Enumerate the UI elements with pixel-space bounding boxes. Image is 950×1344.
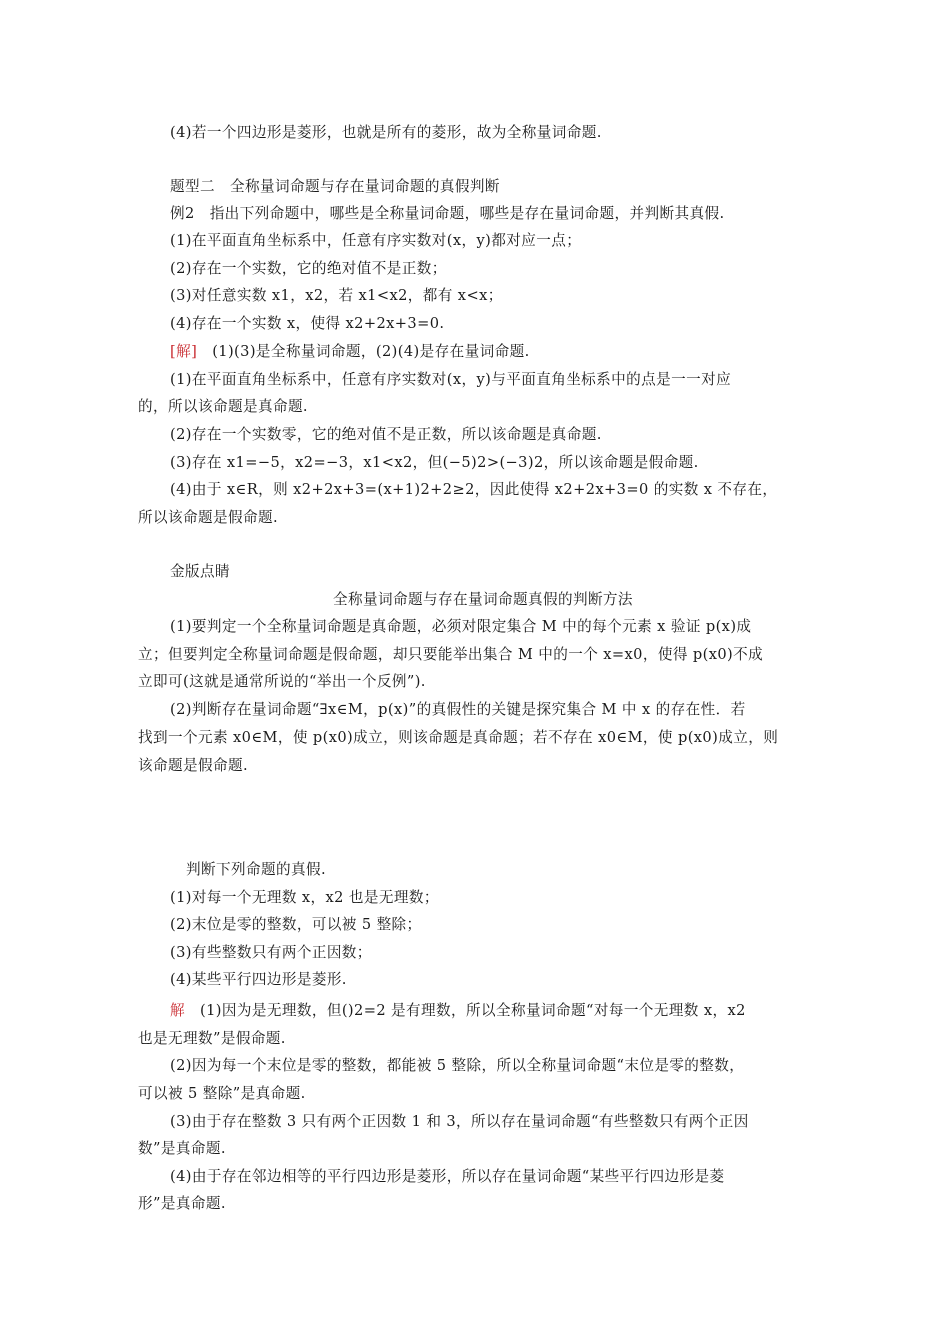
solution-intro [170,342,860,362]
section-title: 题型二 全称量词命题与存在量词命题的真假判断 [170,178,500,195]
solution-1-line-1: (1)在平面直角坐标系中，任意有序实数对(x，y)与平面直角坐标系中的点是一一对应 [170,371,732,388]
proposition-2: (2)存在一个实数，它的绝对值不是正数； [170,260,447,277]
answer-4-line-1: (4)由于存在邻边相等的平行四边形是菱形，所以存在量词命题“某些平行四边形是菱 [170,1168,725,1185]
solution-label: [解] [170,343,198,360]
answer-3-line-1: (3)由于存在整数 3 只有两个正因数 1 和 3，所以存在量词命题“有些整数只有两个正因 [170,1113,749,1130]
solution-intro-text: (1)(3)是全称量词命题，(2)(4)是存在量词命题. [212,343,530,360]
exercise-item-1: (1)对每一个无理数 x，x2 也是无理数； [170,889,439,906]
answer-4-line-2: 形”是真命题. [138,1195,226,1212]
proposition-1: (1)在平面直角坐标系中，任意有序实数对(x，y)都对应一点； [170,232,582,249]
answer-2-line-1: (2)因为每一个末位是零的整数，都能被 5 整除，所以全称量词命题“末位是零的整数， [170,1057,745,1074]
solution-3: (3)存在 x1=−5，x2=−3，x1<x2，但(−5)2>(−3)2，所以该命题是假命题. [170,454,699,471]
proposition-4: (4)存在一个实数 x，使得 x2+2x+3=0. [170,315,445,332]
answer-1-text: (1)因为是无理数，但()2=2 是有理数，所以全称量词命题“对每一个无理数 x，x2 [200,1002,746,1019]
solution-4-line-2: 所以该命题是假命题. [138,509,278,526]
solution-1-line-2: 的，所以该命题是真命题. [138,398,308,415]
answer-1-line-1 [170,1001,860,1021]
example-label: 例2 [170,205,195,222]
answer-3-line-2: 数”是真命题. [138,1140,226,1157]
exercise-item-3: (3)有些整数只有两个正因数； [170,944,372,961]
exercise-question: 判断下列命题的真假. [186,861,326,878]
tip-2-line-1: (2)判断存在量词命题“∃x∈M，p(x)”的真假性的关键是探究集合 M 中 x 的存在性．若 [170,701,746,718]
proposition-3: (3)对任意实数 x1，x2，若 x1<x2，都有 x<x； [170,287,503,304]
tip-label: 金版点睛 [170,563,230,580]
exercise-item-2: (2)末位是零的整数，可以被 5 整除； [170,916,422,933]
example-text: 指出下列命题中，哪些是全称量词命题，哪些是存在量词命题，并判断其真假. [209,205,725,222]
tip-1-line-1: (1)要判定一个全称量词命题是真命题，必须对限定集合 M 中的每个元素 x 验证 p(x)成 [170,618,752,635]
example-2 [170,204,860,224]
tip-1-line-3: 立即可(这就是通常所说的“举出一个反例”). [138,673,426,690]
answer-2-line-2: 可以被 5 整除”是真命题. [138,1085,306,1102]
solution-4-line-1: (4)由于 x∈R，则 x2+2x+3=(x+1)2+2≥2，因此使得 x2+2x+3=0 的实数 x 不存在， [170,481,778,498]
exercise-item-4: (4)某些平行四边形是菱形. [170,971,347,988]
tip-1-line-2: 立；但要判定全称量词命题是假命题，却只要能举出集合 M 中的一个 x=x0，使得 p(x0)不成 [138,646,764,663]
answer-1-line-2: 也是无理数”是假命题. [138,1030,286,1047]
tip-title: 全称量词命题与存在量词命题真假的判断方法 [333,591,633,608]
tip-2-line-3: 该命题是假命题. [138,757,248,774]
solution-2: (2)存在一个实数零，它的绝对值不是正数，所以该命题是真命题. [170,426,602,443]
tip-2-line-2: 找到一个元素 x0∈M，使 p(x0)成立，则该命题是真命题；若不存在 x0∈M，使 p(x0)成立，则 [138,729,779,746]
answer-label: 解 [170,1002,185,1019]
previous-item-4: (4)若一个四边形是菱形，也就是所有的菱形，故为全称量词命题. [170,124,602,141]
